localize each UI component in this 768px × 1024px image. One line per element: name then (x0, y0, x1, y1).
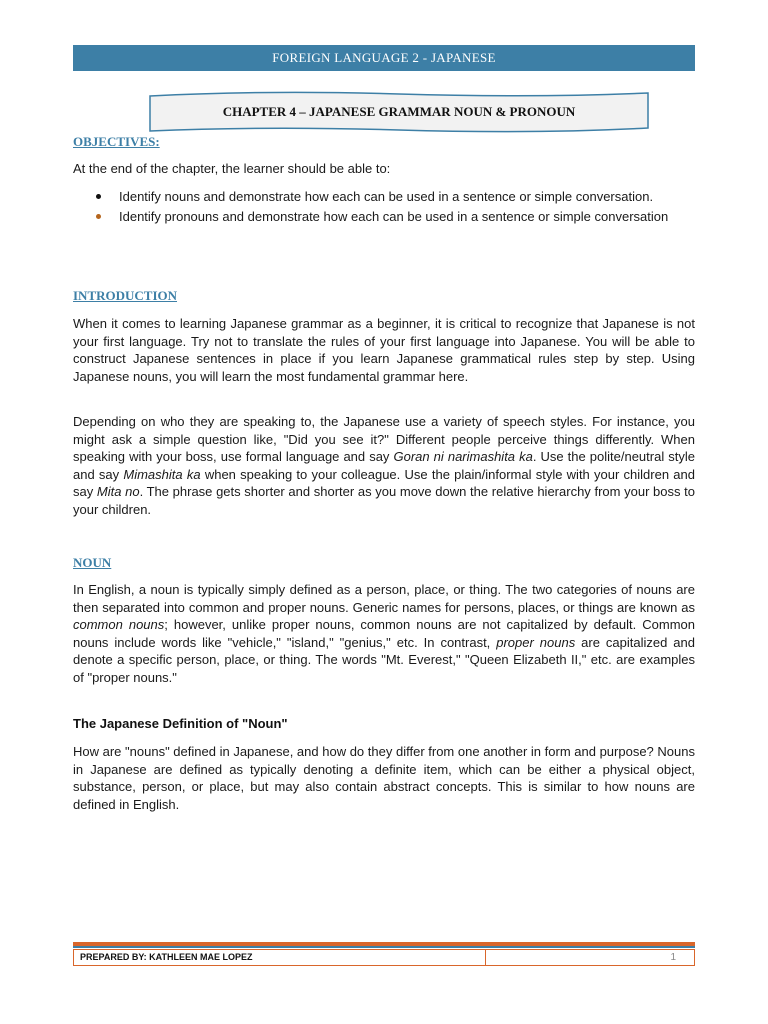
objectives-heading: OBJECTIVES: (73, 134, 160, 149)
objective-text: Identify pronouns and demonstrate how each can be used in a sentence or simple conversation (119, 208, 669, 224)
objectives-intro: At the end of the chapter, the learner should be able to: (73, 161, 391, 176)
text-run: . The phrase gets shorter and shorter as you move down the relative hierarchy from your boss to your children. (73, 484, 696, 517)
text-run: when speaking to your colleague. Use the plain/informal style with your children and say (73, 466, 695, 500)
objectives-list (95, 188, 695, 227)
italic-term: Mita no (96, 484, 140, 500)
page-header-bar (73, 45, 695, 71)
page-number: 1 (670, 952, 676, 963)
footer-divider (485, 950, 486, 965)
course-title: FOREIGN LANGUAGE 2 - JAPANESE (272, 50, 496, 65)
italic-term: common nouns (73, 617, 165, 633)
introduction-paragraph-1: When it comes to learning Japanese grammar as a beginner, it is critical to recognize that Japanese is not your first language. Try not to translate the rules of your first language into Japanese. You will be able to construct Japanese sentences in place if you learn Japanese grammatical rules step by step. Using Japanese nouns, you will learn the most fundamental grammar here. (73, 316, 695, 384)
list-item (95, 188, 695, 206)
bullet-icon (96, 214, 101, 219)
objective-text: Identify nouns and demonstrate how each can be used in a sentence or simple conversation. (119, 189, 654, 204)
noun-paragraph (73, 581, 695, 687)
footer-rule-accent (73, 946, 695, 948)
noun-heading: NOUN (73, 555, 112, 570)
text-run: In English, a noun is typically simply defined as a person, place, or thing. The two categories of nouns are then separated into common and proper nouns. Generic names for persons, places, or things are known as (73, 582, 695, 615)
italic-term: Mimashita ka (123, 466, 201, 482)
chapter-banner (146, 90, 652, 134)
list-item (95, 208, 695, 226)
prepared-by: PREPARED BY: KATHLEEN MAE LOPEZ (80, 952, 253, 962)
text-run: . Use the polite/neutral style and say (73, 449, 696, 482)
text-run: Depending on who they are speaking to, the Japanese use a variety of speech styles. For instance, you might ask a simple question like, "Did you see it?" Different people perceive things differently. When speaking with your boss, use formal language and say (73, 414, 695, 465)
introduction-paragraph-2 (73, 413, 695, 519)
japanese-definition-paragraph: How are "nouns" defined in Japanese, and how do they differ from one another in form and purpose? Nouns in Japanese are defined as typically denoting a definite item, which can be either a physical object, substance, person, or place, but may also contain abstract concepts. This is similar to how nouns are defined in English. (73, 744, 695, 812)
japanese-definition-heading: The Japanese Definition of "Noun" (73, 716, 288, 731)
italic-term: Goran ni narimashita ka (393, 449, 533, 465)
page-footer (73, 949, 695, 966)
bullet-icon (96, 194, 101, 199)
italic-term: proper nouns (496, 634, 576, 650)
chapter-title: CHAPTER 4 – JAPANESE GRAMMAR NOUN & PRONOUN (222, 104, 576, 119)
text-run: are capitalized and denote a specific person, place, or thing. The words "Mt. Everest," "Queen Elizabeth II," etc. are examples of "proper nouns." (73, 634, 695, 685)
text-run: ; however, unlike proper nouns, common nouns are not capitalized by default. Common nouns include words like "vehicle," "island," "genius," etc. In contrast, (73, 617, 695, 650)
introduction-heading: INTRODUCTION (73, 288, 178, 303)
